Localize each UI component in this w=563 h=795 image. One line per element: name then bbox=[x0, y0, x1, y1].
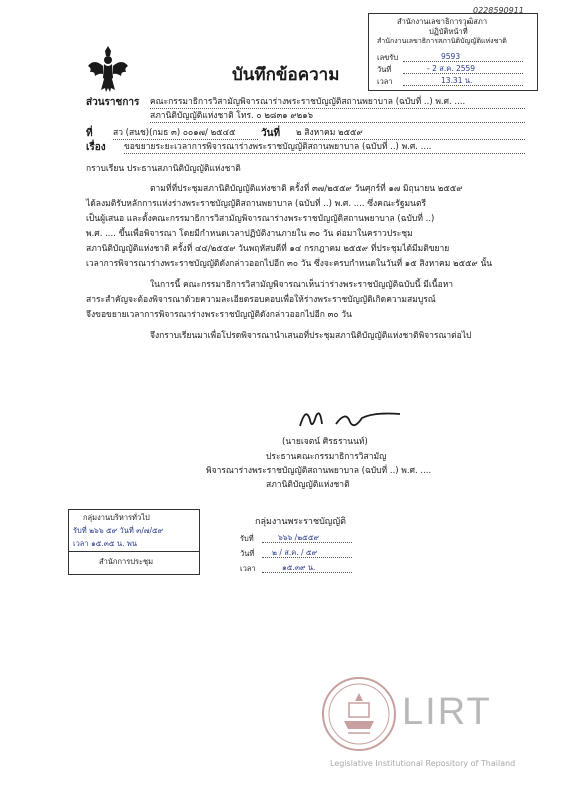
handwritten-doc-number: 0228590911 bbox=[473, 6, 524, 15]
para2-line: ในการนี้ คณะกรรมาธิการวิสามัญพิจารณาเห็นว่าร่างพระราชบัญญัติฉบับนี้ มีเนื้อหา bbox=[150, 280, 454, 290]
admin-stamp-row1: รับที่ ๒๖๖ ๕๙ วันที่ ๓/๗/๕๙ bbox=[73, 526, 164, 535]
stamp-received-value: 9593 bbox=[441, 52, 461, 61]
lirt-logo: LIRT bbox=[402, 691, 492, 733]
stamp-org-line2: ปฏิบัติหน้าที่ bbox=[429, 27, 468, 36]
admin-stamp-title: กลุ่มงานบริหารทั่วไป bbox=[83, 513, 150, 522]
stamp-time-value: 13.31 น. bbox=[441, 76, 473, 85]
stamp-org-line1: สำนักงานเลขาธิการวุฒิสภา bbox=[397, 17, 488, 26]
bill-stamp-received-label: รับที่ bbox=[240, 534, 254, 543]
garuda-emblem-icon bbox=[86, 44, 130, 94]
received-stamp-top bbox=[368, 13, 538, 91]
para1-line: พ.ศ. .... ขึ้นเพื่อพิจารณา โดยมีกำหนดเวลาปฏิบัติงานภายใน ๓๐ วัน ต่อมาในคราวประชุม bbox=[86, 229, 413, 239]
dept-label: ส่วนราชการ bbox=[86, 97, 140, 108]
admin-stamp-row2: เวลา ๑๕.๓๕ น. พน bbox=[73, 539, 137, 548]
bill-stamp-date-label: วันที่ bbox=[240, 549, 255, 558]
dept-line2: สภานิติบัญญัติแห่งชาติ โทร. ๐ ๒๘๓๑ ๙๒๑๖ bbox=[150, 111, 525, 123]
memo-title: บันทึกข้อความ bbox=[232, 65, 340, 85]
bill-stamp-time-value: ๑๕.๓๙ น. bbox=[282, 563, 316, 572]
handwritten-signature bbox=[296, 404, 406, 434]
ref-label: ที่ bbox=[86, 128, 93, 139]
para1-line: เป็นผู้เสนอ และตั้งคณะกรรมาธิการวิสามัญพิจารณาร่างพระราชบัญญัติสถานพยาบาล (ฉบับที่ ..) bbox=[86, 214, 435, 224]
admin-stamp-footer: สำนักการประชุม bbox=[99, 557, 154, 566]
bill-stamp-title: กลุ่มงานพระราชบัญญัติ bbox=[255, 517, 346, 527]
stamp-date-value: - 2 ส.ค. 2559 bbox=[427, 64, 476, 73]
date-label: วันที่ bbox=[261, 128, 281, 139]
para2-line: สาระสำคัญจะต้องพิจารณาด้วยความละเอียดรอบคอบเพื่อให้ร่างพระราชบัญญัติเกิดความสมบูรณ์ bbox=[86, 295, 436, 305]
parliament-seal-watermark-icon bbox=[320, 675, 398, 753]
bill-stamp-received-value: ๖๖๖ /๒๕๕๙ bbox=[278, 533, 319, 542]
closing-paragraph: จึงกราบเรียนมาเพื่อโปรดพิจารณานำเสนอที่ประชุมสภานิติบัญญัติแห่งชาติพิจารณาต่อไป bbox=[150, 331, 472, 341]
para1-line: ตามที่ที่ประชุมสภานิติบัญญัติแห่งชาติ ครั้งที่ ๓๗/๒๕๕๙ วันศุกร์ที่ ๑๗ มิถุนายน ๒๕๕๙ bbox=[150, 184, 463, 194]
date-value: ๒ สิงหาคม ๒๕๕๙ bbox=[296, 128, 525, 140]
stamp-date-label: วันที่ bbox=[377, 65, 392, 74]
salutation: กราบเรียน ประธานสภานิติบัญญัติแห่งชาติ bbox=[86, 164, 241, 174]
para2-line: จึงขอขยายเวลาการพิจารณาร่างพระราชบัญญัติดังกล่าวออกไปอีก ๓๐ วัน bbox=[86, 310, 352, 320]
signatory-name: (นายเจตน์ ศิรธรานนท์) bbox=[282, 437, 368, 447]
stamp-org-line3: สำนักงานเลขาธิการสภานิติบัญญัติแห่งชาติ bbox=[377, 37, 507, 45]
lirt-caption: Legislative Institutional Repository of Thailand bbox=[330, 759, 516, 768]
bill-stamp-time-label: เวลา bbox=[240, 564, 256, 573]
signatory-position1: ประธานคณะกรรมาธิการวิสามัญ bbox=[266, 452, 387, 462]
ref-value: สว (สนช)(กมธ ๓) ๐๐๑๗/ ๒๕๔๕ bbox=[113, 128, 258, 140]
received-stamp-admin bbox=[68, 509, 200, 575]
para1-line: เวลาการพิจารณาร่างพระราชบัญญัติดังกล่าวออกไปอีก ๓๐ วัน ซึ่งจะครบกำหนดในวันที่ ๑๕ สิงหาคม ๒๕๕๙ นั้น bbox=[86, 259, 493, 269]
signatory-position3: สภานิติบัญญัติแห่งชาติ bbox=[266, 480, 350, 490]
para1-line: ได้ลงมติรับหลักการแห่งร่างพระราชบัญญัติสถานพยาบาล (ฉบับที่ ..) พ.ศ. .... ซึ่งคณะรัฐมนตรี bbox=[86, 199, 427, 209]
para1-line: สภานิติบัญญัติแห่งชาติ ครั้งที่ ๔๔/๒๕๕๙ วันพฤหัสบดีที่ ๑๔ กรกฎาคม ๒๕๕๙ ที่ประชุมได้มีมติขยาย bbox=[86, 244, 450, 254]
bill-stamp-date-value: ๒ / ส.ค. / ๕๙ bbox=[272, 548, 318, 557]
stamp-time-label: เวลา bbox=[377, 77, 393, 86]
stamp-received-label: เลขรับ bbox=[377, 53, 399, 62]
subject-value: ขอขยายระยะเวลาการพิจารณาร่างพระราชบัญญัติสถานพยาบาล (ฉบับที่ ..) พ.ศ. .... bbox=[124, 142, 525, 154]
dept-line1: คณะกรรมาธิการวิสามัญพิจารณาร่างพระราชบัญญัติสถานพยาบาล (ฉบับที่ ..) พ.ศ. .... bbox=[150, 97, 525, 109]
subject-label: เรื่อง bbox=[86, 142, 106, 153]
signatory-position2: พิจารณาร่างพระราชบัญญัติสถานพยาบาล (ฉบับที่ ..) พ.ศ. .... bbox=[206, 466, 432, 476]
